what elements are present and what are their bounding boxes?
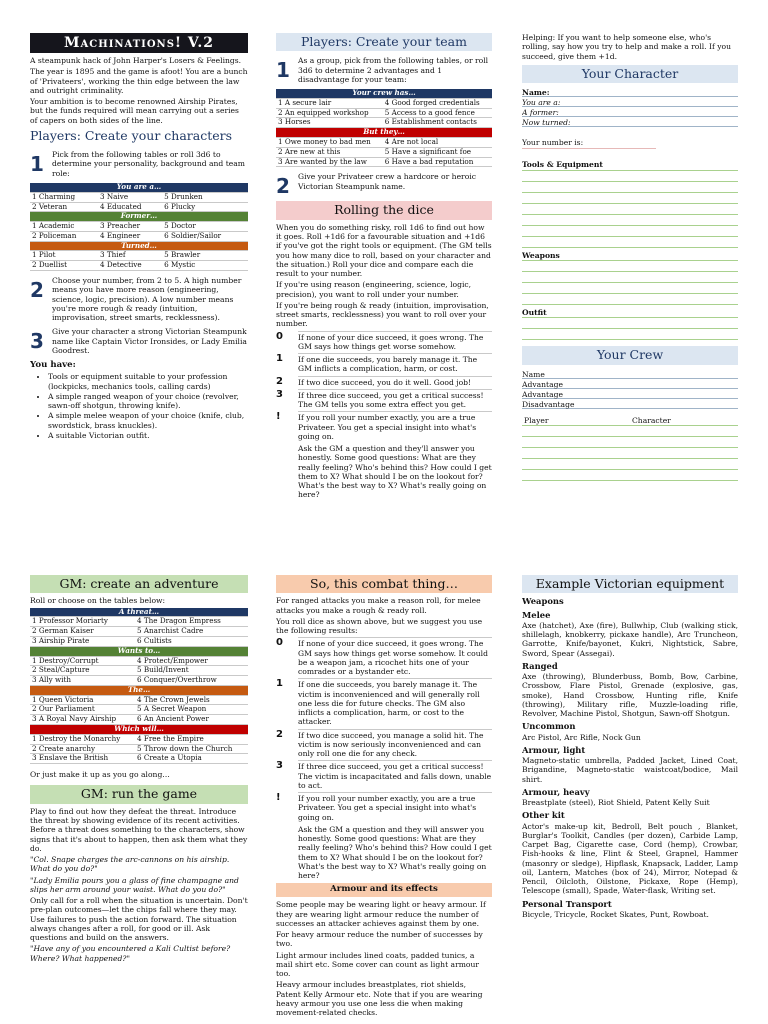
you-have-heading: You have: bbox=[30, 360, 76, 370]
former-field[interactable]: A former: bbox=[522, 107, 738, 117]
roster-row[interactable] bbox=[522, 437, 738, 448]
tools-line[interactable] bbox=[522, 226, 738, 237]
melee-list: Axe (hatchet), Axe (fire), Bullwhip, Club (walking stick, shillelagh, knobkerry, pickaxe handle), Arc Truncheon, Garrotte, Knife/bayonet, Kukri, Nightstick, Sabre, Sword, Spear (Assegai). bbox=[522, 620, 738, 658]
table-cell: 3 Horses bbox=[276, 118, 383, 128]
table-cell: 6 Soldier/Sailor bbox=[162, 231, 248, 241]
table-cell: 2 Are new at this bbox=[276, 147, 383, 157]
table-cell: 4 The Crown Jewels bbox=[135, 695, 248, 705]
character-step-1 bbox=[30, 150, 248, 178]
transport-list: Bicycle, Tricycle, Rocket Skates, Punt, Rowboat. bbox=[522, 909, 709, 919]
character-fields bbox=[522, 87, 738, 127]
result-key: 0 bbox=[276, 330, 283, 342]
table-cell: 4 Protect/Empower bbox=[135, 656, 248, 666]
weapons-line[interactable] bbox=[522, 283, 738, 294]
team-step-1 bbox=[276, 56, 492, 84]
table-header: The… bbox=[30, 685, 248, 695]
result-key: 1 bbox=[276, 678, 283, 690]
step-text: Choose your number, from 2 to 5. A high number means you have more reason (engineering, science, logic, precision). A low number means you're more rough & ready (intuition, improvisation, street smarts, recklessness). bbox=[52, 276, 242, 322]
table-cell: 2 German Kaiser bbox=[30, 627, 135, 637]
helping-text: Helping: If you want to help someone else, who's rolling, say how you try to help and make a roll. If you succeed, give them +1d. bbox=[522, 33, 731, 61]
panel-combat bbox=[276, 575, 492, 1020]
now-turned-field[interactable]: Now turned: bbox=[522, 117, 738, 127]
gm-intro: Roll or choose on the tables below: bbox=[30, 596, 166, 606]
step-number: 1 bbox=[30, 152, 44, 177]
table-cell: 1 A secure lair bbox=[276, 98, 383, 108]
table-header: Turned… bbox=[30, 241, 248, 251]
crew-fields bbox=[522, 369, 738, 409]
table-cell: 5 Anarchist Cadre bbox=[135, 627, 248, 637]
table-header: But they… bbox=[276, 128, 492, 138]
table-cell: 5 Throw down the Church bbox=[135, 744, 248, 754]
table-cell: 4 Engineer bbox=[98, 231, 162, 241]
melee-heading: Melee bbox=[522, 609, 551, 620]
tools-line[interactable] bbox=[522, 193, 738, 204]
table-cell: 5 Build/Invent bbox=[135, 666, 248, 676]
result-row bbox=[276, 331, 492, 352]
tools-line[interactable] bbox=[522, 182, 738, 193]
light-armour-heading: Armour, light bbox=[522, 744, 586, 755]
armour-text: Light armour includes lined coats, padded tunics, a mail shirt etc. Some cover can count as light armour too. bbox=[276, 950, 479, 978]
outfit-field[interactable]: Outfit bbox=[522, 307, 738, 318]
tools-line[interactable] bbox=[522, 237, 738, 248]
result-text: If two dice succeed, you manage a solid hit. The victim is now seriously inconvenienced and can only roll one die for any check. bbox=[298, 729, 492, 759]
combat-result-row bbox=[276, 678, 492, 726]
table-cell: 4 Good forged credentials bbox=[383, 98, 492, 108]
table-cell: 2 Duellist bbox=[30, 261, 98, 271]
you-are-field[interactable]: You are a: bbox=[522, 97, 738, 107]
uncommon-heading: Uncommon bbox=[522, 721, 576, 732]
table-cell: 4 The Dragon Empress bbox=[135, 617, 248, 627]
intro-line-1: A steampunk hack of John Harper's Losers & Feelings. bbox=[30, 56, 242, 66]
table-cell: 4 Detective bbox=[98, 261, 162, 271]
step-text: As a group, pick from the following tables, or roll 3d6 to determine 2 advantages and 1 disadvantage for your team: bbox=[298, 56, 489, 84]
table-cell: 1 Academic bbox=[30, 222, 98, 232]
result-text: If two dice succeed, you do it well. Good job! bbox=[298, 376, 492, 387]
table-cell: 1 Queen Victoria bbox=[30, 695, 135, 705]
rolling-text: When you do something risky, roll 1d6 to find out how it goes. Roll +1d6 for a favourable situation and +1d6 if you've got the right tools or equipment. (The GM tells you how many dice to roll, based on your character and the situation.) Roll your dice and compare each die result to your number. bbox=[276, 222, 492, 278]
table-cell: 2 Our Parliament bbox=[30, 705, 135, 715]
table-cell: 6 Establishment contacts bbox=[383, 118, 492, 128]
gm-question-row bbox=[276, 443, 492, 500]
armour-heading: Armour and its effects bbox=[276, 883, 492, 897]
weapons-field[interactable]: Weapons bbox=[522, 250, 738, 261]
armour-text: Some people may be wearing light or heavy armour. If they are wearing light armour reduce the number of successes an attacker achieves against them by one. bbox=[276, 900, 486, 928]
panel-gm-adventure bbox=[30, 575, 248, 1015]
outfit-line[interactable] bbox=[522, 329, 738, 340]
example-quote: "Col. Snape charges the arc-cannons on his airship. What do you do?" bbox=[30, 855, 230, 874]
uncommon-list: Arc Pistol, Arc Rifle, Nock Gun bbox=[522, 732, 641, 742]
panel-team bbox=[276, 33, 492, 513]
gm-question: Ask the GM a question and they will answer you honestly. Some good questions: What are they really feeling? Who's behind this? How could I get them to X? What should I be on the lookout for? What's the best way to X? What's really going on here? bbox=[298, 824, 492, 881]
table-header: Wants to… bbox=[30, 646, 248, 656]
step-text: Give your character a strong Victorian Steampunk name like Captain Victor Ironsides, or Lady Emilia Goodrest. bbox=[52, 327, 247, 355]
step-number: 2 bbox=[30, 278, 44, 302]
table-cell: 4 Are not local bbox=[383, 138, 492, 148]
rolling-text: If you're using reason (engineering, science, logic, precision), you want to roll under your number. bbox=[276, 280, 472, 299]
table-cell: 5 Brawler bbox=[162, 251, 248, 261]
list-item: • A simple ranged weapon of your choice (revolver, sawn-off shotgun, throwing knife). bbox=[48, 392, 248, 411]
other-kit-heading: Other kit bbox=[522, 810, 565, 821]
tools-line[interactable] bbox=[522, 171, 738, 182]
table-cell: 6 Cultists bbox=[135, 636, 248, 646]
result-text: If none of your dice succeed, it goes wrong. The GM says how things get worse somehow. It could be a weapon jam, a ricochet hits one of your comrades or a bystander etc. bbox=[298, 637, 492, 676]
result-row bbox=[276, 389, 492, 410]
gm-run-text: Play to find out how they defeat the threat. Introduce the threat by showing evidence of its recent activities. Before a threat does something to the characters, show signs that it's about to happen, then ask them what they do. bbox=[30, 806, 248, 853]
intro-line-2: The year is 1895 and the game is afoot! You are a bunch of 'Privateers', working the thin edge between the law and outright criminality. bbox=[30, 67, 248, 95]
ranged-heading: Ranged bbox=[522, 660, 558, 671]
table-cell: 3 Thief bbox=[98, 251, 162, 261]
result-row bbox=[276, 411, 492, 441]
table-cell: 1 Owe money to bad men bbox=[276, 138, 383, 148]
panel-equipment bbox=[522, 575, 738, 1015]
roster-row[interactable] bbox=[522, 470, 738, 481]
crew-roster-header bbox=[522, 415, 738, 426]
result-text: If three dice succeed, you get a critical success! The GM tells you some extra effect you get. bbox=[298, 389, 492, 410]
result-key: 0 bbox=[276, 637, 283, 649]
panel-intro bbox=[30, 33, 248, 513]
result-row bbox=[276, 353, 492, 374]
character-column-header: Character bbox=[632, 415, 671, 425]
roster-row[interactable] bbox=[522, 426, 738, 437]
result-key: ! bbox=[276, 411, 281, 423]
table-header: A threat… bbox=[30, 608, 248, 617]
team-heading: Players: Create your team bbox=[276, 33, 492, 51]
table-cell: 3 Naive bbox=[98, 192, 162, 202]
gm-run-heading: GM: run the game bbox=[30, 785, 248, 803]
step-number: 2 bbox=[276, 174, 290, 199]
panel-sheet bbox=[522, 33, 738, 513]
table-cell: 2 Veteran bbox=[30, 202, 98, 212]
crew-advantage-field[interactable]: Advantage bbox=[522, 379, 738, 389]
armour-text: Heavy armour includes breastplates, riot shields, Patent Kelly Armour etc. Note that if you are wearing heavy armour you use one less die when making movement-related checks. bbox=[276, 980, 483, 1017]
combat-result-row bbox=[276, 760, 492, 790]
table-cell: 2 Steal/Capture bbox=[30, 666, 135, 676]
table-cell: 4 Free the Empire bbox=[135, 734, 248, 744]
heavy-armour-list: Breastplate (steel), Riot Shield, Patent Kelly Suit bbox=[522, 798, 710, 808]
result-key: 3 bbox=[276, 388, 283, 400]
combat-result-row bbox=[276, 637, 492, 676]
table-cell: 6 Conquer/Overthrow bbox=[135, 676, 248, 686]
example-quote: "Lady Emilia pours you a glass of fine champagne and slips her arm around your waist. What do you do?" bbox=[30, 875, 239, 894]
result-text: If you roll your number exactly, you are a true Privateer. You get a special insight into what's going on. bbox=[298, 411, 492, 441]
table-cell: 6 Mystic bbox=[162, 261, 248, 271]
result-key: 3 bbox=[276, 760, 283, 772]
table-cell: 1 Destroy/Corrupt bbox=[30, 656, 135, 666]
tools-line[interactable] bbox=[522, 215, 738, 226]
light-armour-list: Magneto-static umbrella, Padded Jacket, Lined Coat, Brigandine, Magneto-static waistcoat/bodice, Mail shirt. bbox=[522, 756, 738, 784]
table-cell: 3 Enslave the British bbox=[30, 754, 135, 764]
table-cell: 6 Create a Utopia bbox=[135, 754, 248, 764]
table-cell: 6 Plucky bbox=[162, 202, 248, 212]
step-text: Give your Privateer crew a hardcore or heroic Victorian Steampunk name. bbox=[298, 172, 476, 191]
weapons-line[interactable] bbox=[522, 294, 738, 305]
equipment-heading: Example Victorian equipment bbox=[522, 575, 738, 593]
table-cell: 2 An equipped workshop bbox=[276, 108, 383, 118]
crew-table bbox=[276, 89, 492, 167]
name-field[interactable]: Name: bbox=[522, 87, 738, 97]
result-key: 2 bbox=[276, 375, 283, 387]
table-cell: 5 Doctor bbox=[162, 222, 248, 232]
table-cell: 3 Are wanted by the law bbox=[276, 157, 383, 167]
crew-name-field[interactable]: Name bbox=[522, 369, 738, 379]
weapons-heading: Weapons bbox=[522, 596, 564, 607]
table-cell: 3 Preacher bbox=[98, 222, 162, 232]
result-key: 2 bbox=[276, 728, 283, 740]
result-key: 1 bbox=[276, 353, 283, 364]
character-table bbox=[30, 183, 248, 271]
roster-row[interactable] bbox=[522, 459, 738, 470]
combat-heading: So, this combat thing… bbox=[276, 575, 492, 593]
your-crew-heading: Your Crew bbox=[522, 346, 738, 364]
result-text: If none of your dice succeed, it goes wrong. The GM says how things get worse somehow. bbox=[298, 331, 492, 352]
ranged-list: Axe (throwing), Blunderbuss, Bomb, Bow, Carbine, Crossbow, Flare Pistol, Grenade (explosive, gas, smoke), Hand Crossbow, Hunting rifle, Knife (throwing), Military rifle, Muzzle-loading rifle, Revolver, Machine Pistol, Shotgun, Sawn-off Shotgun. bbox=[522, 672, 738, 719]
result-text: If one die succeeds, you barely manage it. The GM inflicts a complication, harm, or cost. bbox=[298, 353, 492, 374]
player-column-header: Player bbox=[524, 415, 549, 425]
table-header: Your crew has… bbox=[276, 89, 492, 98]
tools-field[interactable]: Tools & Equipment bbox=[522, 159, 738, 170]
step-number: 1 bbox=[276, 58, 290, 83]
table-cell: 1 Pilot bbox=[30, 251, 98, 261]
table-cell: 1 Professor Moriarty bbox=[30, 617, 135, 627]
intro-line-3: Your ambition is to become renowned Airship Pirates, but the funds required will mean carrying out a series of capers on both sides of the line. bbox=[30, 97, 239, 125]
table-cell: 6 Have a bad reputation bbox=[383, 157, 492, 167]
gm-run-text-2: Only call for a roll when the situation is uncertain. Don't pre-plan outcomes—let the chips fall where they may. Use failures to push the action forward. The situation always changes after a roll, for good or ill. Ask questions and build on the answers. bbox=[30, 896, 248, 942]
table-cell: 3 Ally with bbox=[30, 676, 135, 686]
combat-intro: For ranged attacks you make a reason roll, for melee attacks you make a rough & ready roll. bbox=[276, 596, 481, 615]
armour-text: For heavy armour reduce the number of successes by two. bbox=[276, 930, 483, 949]
other-kit-list: Actor's make-up kit, Bedroll, Belt pouch , Blanket, Burglar's Toolkit, Candles (per dozen), Carbide Lamp, Carpet Bag, Cigarette case, Cord (hemp), Crowbar, Fish-hooks & line, Flint & Steel, Grapnel, Hammer (masonry or sledge), Hipflask, Knapsack, Ladder, Lamp oil, Lantern, Matches (box of 24), Mirror, Notepad & Pencil, Oilcloth, Oilstone, Pickaxe, Rope (Hemp), Telescope (small), Spade, Water-flask, Writing set. bbox=[522, 821, 738, 896]
result-text: If one die succeeds, you barely manage it. The victim is inconvenienced and will generally roll one less die for future checks. The GM also inflicts a complication, harm, or cost to the attacker. bbox=[298, 678, 492, 726]
tools-line[interactable] bbox=[522, 204, 738, 215]
result-row bbox=[276, 376, 492, 387]
rolling-text: If you're being rough & ready (intuition, improvisation, street smarts, recklessness) you want to roll over your number. bbox=[276, 300, 489, 329]
table-cell: 3 A Royal Navy Airship bbox=[30, 715, 135, 725]
table-header: Former… bbox=[30, 212, 248, 222]
table-cell: 3 Airship Pirate bbox=[30, 636, 135, 646]
step-number: 3 bbox=[30, 329, 44, 354]
starting-gear-list bbox=[30, 372, 248, 440]
weapons-line[interactable] bbox=[522, 261, 738, 272]
page-title: Machinations! V.2 bbox=[30, 33, 248, 53]
combat-result-row bbox=[276, 729, 492, 759]
table-cell: 2 Create anarchy bbox=[30, 744, 135, 754]
gm-question: Ask the GM a question and they'll answer you honestly. Some good questions: What are they really feeling? Who's behind this? How could I get them to X? What should I be on the lookout for? What's the best way to X? What's really going on here? bbox=[298, 444, 492, 500]
result-key: ! bbox=[276, 792, 281, 804]
table-cell: 1 Destroy the Monarchy bbox=[30, 734, 135, 744]
outfit-line[interactable] bbox=[522, 318, 738, 329]
table-cell: 2 Policeman bbox=[30, 231, 98, 241]
result-text: If three dice succeed, you get a critical success! The victim is incapacitated and falls down, unable to act. bbox=[298, 762, 492, 790]
table-cell: 5 Access to a good fence bbox=[383, 108, 492, 118]
crew-disadvantage-field[interactable]: Disadvantage bbox=[522, 399, 738, 409]
character-step-3 bbox=[30, 327, 248, 355]
combat-intro-2: You roll dice as shown above, but we suggest you use the following results: bbox=[276, 616, 483, 636]
character-step-2 bbox=[30, 276, 248, 322]
table-cell: 5 Drunken bbox=[162, 192, 248, 202]
transport-heading: Personal Transport bbox=[522, 898, 612, 909]
combat-result-row bbox=[276, 792, 492, 822]
table-cell: 5 A Secret Weapon bbox=[135, 705, 248, 715]
gm-outro: Or just make it up as you go along… bbox=[30, 770, 170, 780]
weapons-line[interactable] bbox=[522, 272, 738, 283]
roster-row[interactable] bbox=[522, 448, 738, 459]
table-cell: 1 Charming bbox=[30, 192, 98, 202]
team-step-2 bbox=[276, 172, 492, 199]
table-header: You are a… bbox=[30, 183, 248, 192]
number-field[interactable]: Your number is: bbox=[522, 137, 656, 149]
table-cell: 5 Have a significant foe bbox=[383, 147, 492, 157]
list-item: • A simple melee weapon of your choice (knife, club, swordstick, brass knuckles). bbox=[48, 411, 248, 430]
heavy-armour-heading: Armour, heavy bbox=[522, 786, 590, 797]
table-cell: 4 Educated bbox=[98, 202, 162, 212]
gm-adventure-heading: GM: create an adventure bbox=[30, 575, 248, 593]
result-text: If you roll your number exactly, you are a true Privateer. You get a special insight into what's going on. bbox=[298, 792, 492, 822]
step-text: Pick from the following tables or roll 3d6 to determine your personality, background and team role: bbox=[52, 150, 245, 178]
table-header: Which will… bbox=[30, 725, 248, 735]
crew-advantage-field[interactable]: Advantage bbox=[522, 389, 738, 399]
your-character-heading: Your Character bbox=[522, 65, 738, 83]
players-characters-heading: Players: Create your characters bbox=[30, 127, 233, 143]
adventure-table bbox=[30, 608, 248, 765]
table-cell: 6 An Ancient Power bbox=[135, 715, 248, 725]
rolling-heading: Rolling the dice bbox=[276, 201, 492, 219]
gm-question-row bbox=[276, 824, 492, 881]
example-quote: "Have any of you encountered a Kali Cultist before? Where? What happened?" bbox=[30, 944, 231, 963]
list-item: • A suitable Victorian outfit. bbox=[48, 431, 248, 440]
list-item: • Tools or equipment suitable to your profession (lockpicks, mechanics tools, calling cards) bbox=[48, 372, 248, 391]
